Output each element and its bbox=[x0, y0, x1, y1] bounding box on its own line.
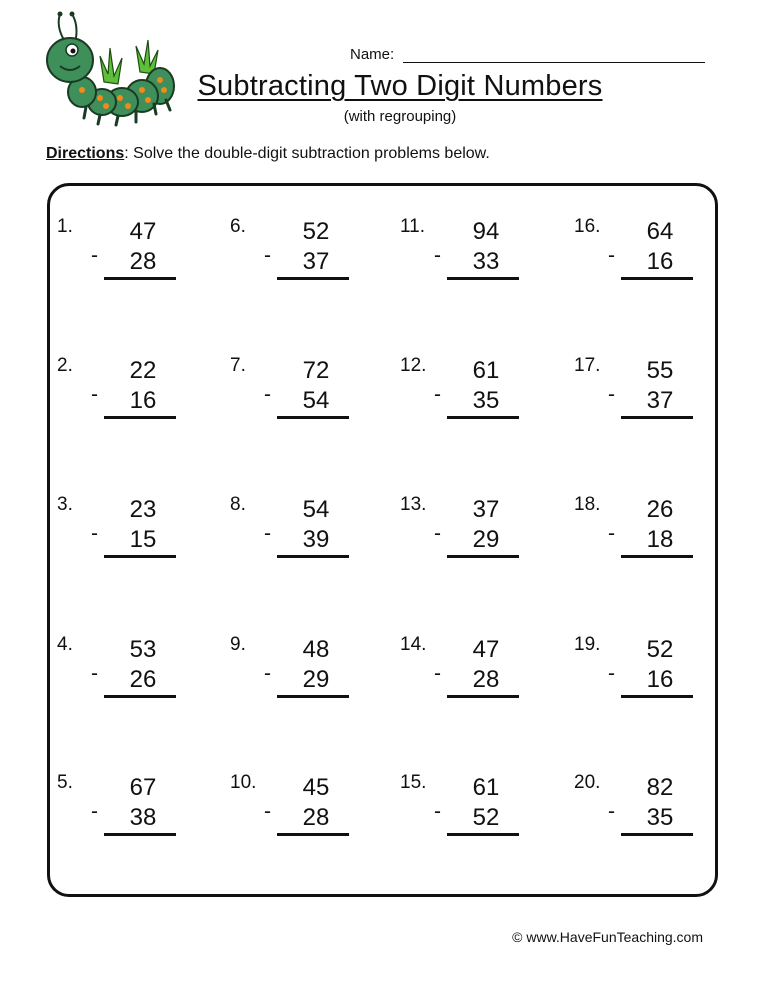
problem-2 bbox=[57, 347, 207, 447]
problem-number: 8. bbox=[230, 494, 246, 515]
answer-line[interactable] bbox=[447, 555, 519, 558]
problem-number: 11. bbox=[400, 216, 426, 237]
answer-line[interactable] bbox=[621, 555, 693, 558]
minuend: 72 bbox=[302, 357, 330, 384]
answer-line[interactable] bbox=[277, 833, 349, 836]
problem-number: 16. bbox=[574, 216, 601, 237]
problem-number: 17. bbox=[574, 355, 601, 376]
minuend: 47 bbox=[129, 218, 157, 245]
subtrahend: 18 bbox=[646, 526, 674, 553]
problem-number: 14. bbox=[400, 634, 427, 655]
directions bbox=[46, 145, 490, 163]
minus-sign: - bbox=[434, 383, 441, 406]
problem-15 bbox=[400, 764, 550, 864]
problem-number: 1. bbox=[57, 216, 73, 237]
minuend: 61 bbox=[472, 357, 500, 384]
minus-sign: - bbox=[434, 662, 441, 685]
answer-line[interactable] bbox=[447, 277, 519, 280]
subtrahend: 28 bbox=[302, 804, 330, 831]
minuend: 48 bbox=[302, 636, 330, 663]
minus-sign: - bbox=[608, 662, 615, 685]
minuend: 37 bbox=[472, 496, 500, 523]
answer-line[interactable] bbox=[104, 833, 176, 836]
answer-line[interactable] bbox=[104, 277, 176, 280]
minus-sign: - bbox=[91, 800, 98, 823]
subtrahend: 39 bbox=[302, 526, 330, 553]
subtrahend: 28 bbox=[129, 248, 157, 275]
problem-1 bbox=[57, 208, 207, 308]
problem-4 bbox=[57, 626, 207, 726]
answer-line[interactable] bbox=[621, 416, 693, 419]
problem-6 bbox=[230, 208, 380, 308]
subtrahend: 29 bbox=[472, 526, 500, 553]
minus-sign: - bbox=[608, 244, 615, 267]
problem-number: 9. bbox=[230, 634, 246, 655]
minuend: 22 bbox=[129, 357, 157, 384]
minus-sign: - bbox=[91, 383, 98, 406]
minus-sign: - bbox=[608, 800, 615, 823]
footer-copyright: © www.HaveFunTeaching.com bbox=[512, 929, 703, 945]
minus-sign: - bbox=[264, 244, 271, 267]
minus-sign: - bbox=[264, 522, 271, 545]
minus-sign: - bbox=[91, 522, 98, 545]
problem-8 bbox=[230, 486, 380, 586]
minuend: 23 bbox=[129, 496, 157, 523]
subtrahend: 37 bbox=[302, 248, 330, 275]
subtrahend: 16 bbox=[646, 666, 674, 693]
subtrahend: 37 bbox=[646, 387, 674, 414]
directions-label: Directions bbox=[46, 145, 125, 162]
problem-number: 3. bbox=[57, 494, 73, 515]
subtrahend: 52 bbox=[472, 804, 500, 831]
problem-5 bbox=[57, 764, 207, 864]
answer-line[interactable] bbox=[277, 416, 349, 419]
minuend: 67 bbox=[129, 774, 157, 801]
minus-sign: - bbox=[608, 383, 615, 406]
minus-sign: - bbox=[264, 383, 271, 406]
problem-number: 20. bbox=[574, 772, 601, 793]
subtrahend: 16 bbox=[129, 387, 157, 414]
subtrahend: 38 bbox=[129, 804, 157, 831]
problem-7 bbox=[230, 347, 380, 447]
subtrahend: 54 bbox=[302, 387, 330, 414]
subtrahend: 35 bbox=[472, 387, 500, 414]
directions-text: : Solve the double-digit subtraction problems below. bbox=[124, 145, 490, 162]
minuend: 52 bbox=[302, 218, 330, 245]
problem-number: 2. bbox=[57, 355, 73, 376]
problem-number: 10. bbox=[230, 772, 257, 793]
problem-number: 7. bbox=[230, 355, 246, 376]
problem-18 bbox=[574, 486, 724, 586]
problem-13 bbox=[400, 486, 550, 586]
answer-line[interactable] bbox=[447, 833, 519, 836]
answer-line[interactable] bbox=[277, 695, 349, 698]
problem-9 bbox=[230, 626, 380, 726]
problem-number: 13. bbox=[400, 494, 427, 515]
name-label: Name: bbox=[350, 46, 395, 63]
answer-line[interactable] bbox=[621, 695, 693, 698]
minuend: 54 bbox=[302, 496, 330, 523]
problem-20 bbox=[574, 764, 724, 864]
subtrahend: 26 bbox=[129, 666, 157, 693]
subtrahend: 29 bbox=[302, 666, 330, 693]
problem-number: 18. bbox=[574, 494, 601, 515]
minuend: 26 bbox=[646, 496, 674, 523]
problem-number: 19. bbox=[574, 634, 601, 655]
minuend: 45 bbox=[302, 774, 330, 801]
minuend: 47 bbox=[472, 636, 500, 663]
minus-sign: - bbox=[434, 522, 441, 545]
subtrahend: 35 bbox=[646, 804, 674, 831]
answer-line[interactable] bbox=[277, 277, 349, 280]
answer-line[interactable] bbox=[104, 695, 176, 698]
minus-sign: - bbox=[434, 244, 441, 267]
answer-line[interactable] bbox=[104, 555, 176, 558]
minuend: 94 bbox=[472, 218, 500, 245]
problem-number: 12. bbox=[400, 355, 427, 376]
problem-number: 15. bbox=[400, 772, 427, 793]
problem-10 bbox=[230, 764, 380, 864]
subtrahend: 16 bbox=[646, 248, 674, 275]
problem-number: 6. bbox=[230, 216, 246, 237]
minus-sign: - bbox=[434, 800, 441, 823]
answer-line[interactable] bbox=[277, 555, 349, 558]
subtrahend: 28 bbox=[472, 666, 500, 693]
answer-line[interactable] bbox=[104, 416, 176, 419]
problem-17 bbox=[574, 347, 724, 447]
subtrahend: 33 bbox=[472, 248, 500, 275]
subtrahend: 15 bbox=[129, 526, 157, 553]
problem-3 bbox=[57, 486, 207, 586]
minuend: 52 bbox=[646, 636, 674, 663]
minuend: 55 bbox=[646, 357, 674, 384]
problem-12 bbox=[400, 347, 550, 447]
answer-line[interactable] bbox=[621, 833, 693, 836]
minuend: 64 bbox=[646, 218, 674, 245]
minus-sign: - bbox=[264, 662, 271, 685]
problems-box bbox=[47, 183, 718, 897]
minuend: 82 bbox=[646, 774, 674, 801]
page-subtitle: (with regrouping) bbox=[343, 108, 457, 125]
answer-line[interactable] bbox=[447, 695, 519, 698]
name-line[interactable] bbox=[403, 62, 705, 63]
problem-14 bbox=[400, 626, 550, 726]
answer-line[interactable] bbox=[447, 416, 519, 419]
minus-sign: - bbox=[91, 662, 98, 685]
minuend: 53 bbox=[129, 636, 157, 663]
problem-19 bbox=[574, 626, 724, 726]
problem-16 bbox=[574, 208, 724, 308]
minus-sign: - bbox=[264, 800, 271, 823]
minus-sign: - bbox=[608, 522, 615, 545]
problem-number: 4. bbox=[57, 634, 73, 655]
minuend: 61 bbox=[472, 774, 500, 801]
minus-sign: - bbox=[91, 244, 98, 267]
problem-number: 5. bbox=[57, 772, 73, 793]
page-title: Subtracting Two Digit Numbers bbox=[197, 70, 603, 102]
answer-line[interactable] bbox=[621, 277, 693, 280]
problem-11 bbox=[400, 208, 550, 308]
